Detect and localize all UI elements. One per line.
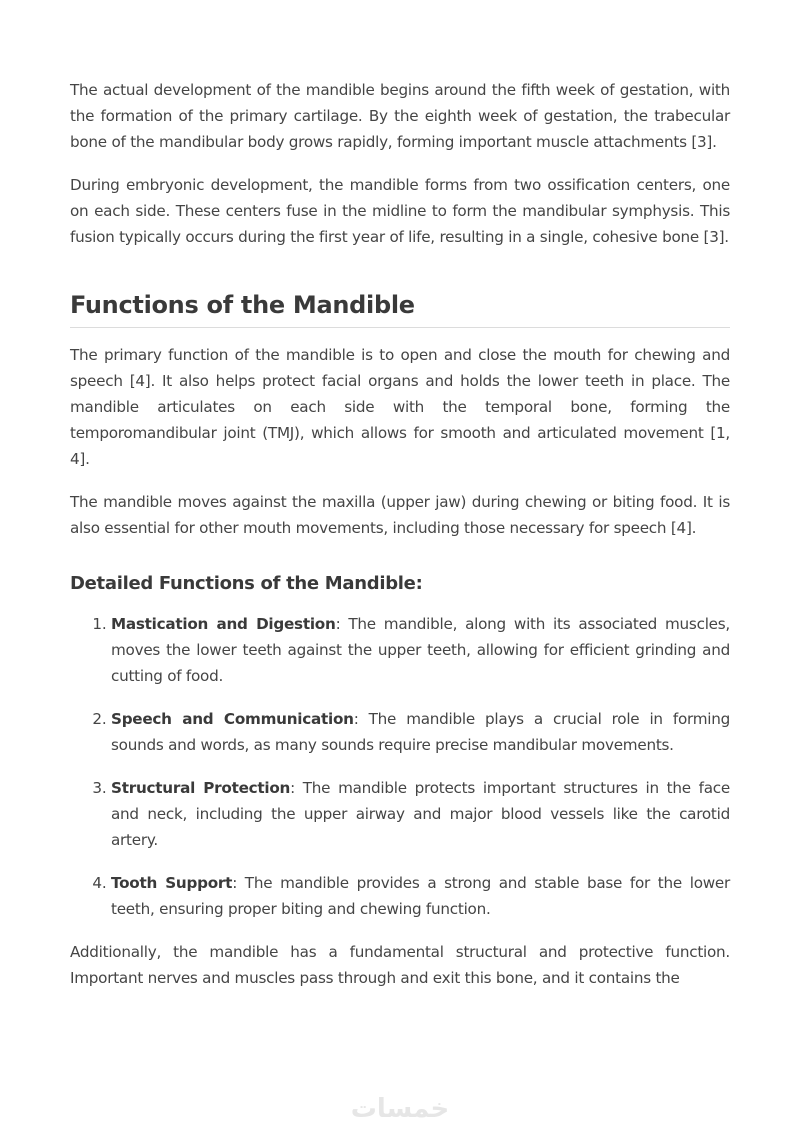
list-item-term: Tooth Support xyxy=(111,874,233,892)
list-item-term: Mastication and Digestion xyxy=(111,615,336,633)
paragraph: The actual development of the mandible begins around the fifth week of gestation, with the formation of the primary cartilage. By the eighth week of gestation, the trabecular bone of the mandibular body grows rapidly, forming important muscle attachments [3]. xyxy=(70,81,730,151)
document-body xyxy=(70,77,730,1008)
paragraph: Additionally, the mandible has a fundamental structural and protective function. Important nerves and muscles pass through and exit this bone, and it contains the xyxy=(70,943,730,987)
paragraph: The mandible moves against the maxilla (upper jaw) during chewing or biting food. It is also essential for other mouth movements, including those necessary for speech [4]. xyxy=(70,493,730,537)
list-item xyxy=(111,870,730,922)
subheading: Detailed Functions of the Mandible: xyxy=(70,573,423,594)
list-item-text: : The mandible provides a strong and stable base for the lower teeth, ensuring proper biting and chewing function. xyxy=(111,874,730,918)
functions-list xyxy=(70,611,730,922)
paragraph: The primary function of the mandible is to open and close the mouth for chewing and speech [4]. It also helps protect facial organs and holds the lower teeth in place. The mandible articulates on each side with the temporal bone, forming the temporomandibular joint (TMJ), which allows for smooth and articulated movement [1, 4]. xyxy=(70,346,730,468)
list-item-term: Structural Protection xyxy=(111,779,291,797)
list-item xyxy=(111,706,730,758)
section-heading: Functions of the Mandible xyxy=(70,289,730,328)
watermark-logo: خمسات xyxy=(350,1094,450,1124)
list-item-text: : The mandible plays a crucial role in forming sounds and words, as many sounds require precise mandibular movements. xyxy=(111,710,730,754)
list-item xyxy=(111,775,730,853)
list-item-text: : The mandible protects important structures in the face and neck, including the upper airway and major blood vessels like the carotid artery. xyxy=(111,779,730,849)
paragraph: During embryonic development, the mandible forms from two ossification centers, one on each side. These centers fuse in the midline to form the mandibular symphysis. This fusion typically occurs during the first year of life, resulting in a single, cohesive bone [3]. xyxy=(70,176,730,246)
list-item xyxy=(111,611,730,689)
list-item-text: : The mandible, along with its associated muscles, moves the lower teeth against the upper teeth, allowing for efficient grinding and cutting of food. xyxy=(111,615,730,685)
list-item-term: Speech and Communication xyxy=(111,710,354,728)
